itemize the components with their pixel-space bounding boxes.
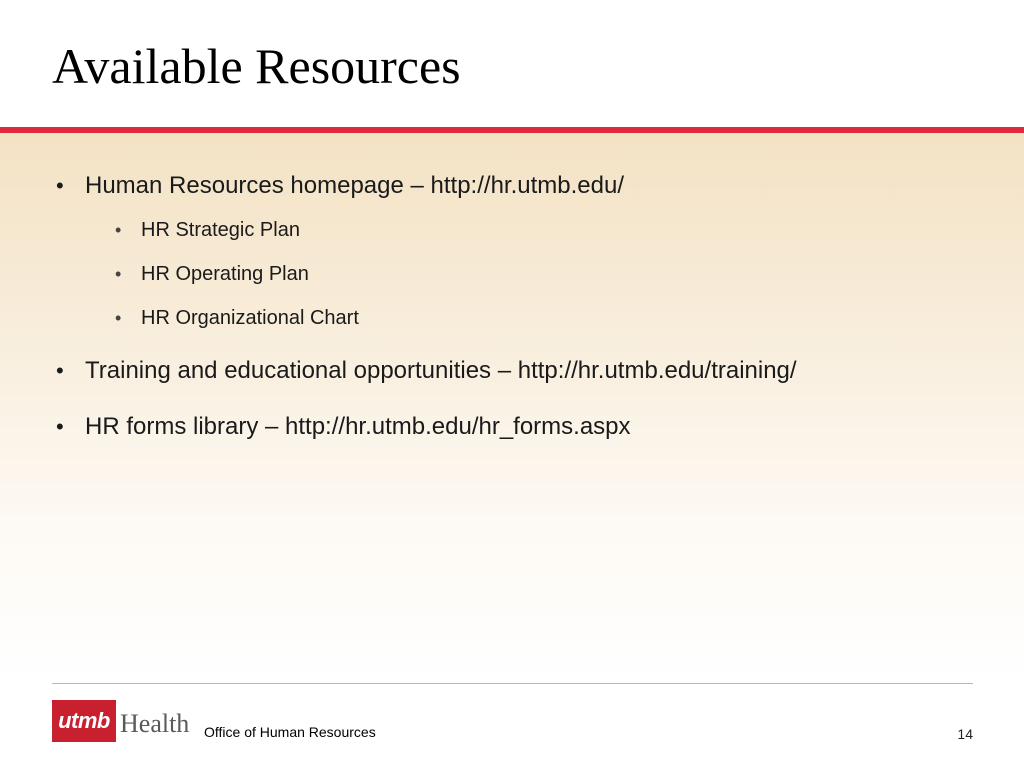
sub-bullet-operating-plan — [115, 261, 309, 287]
sub-bullet-text: HR Strategic Plan — [141, 219, 300, 241]
bullet-training — [56, 356, 797, 386]
sub-bullet-strategic-plan — [115, 217, 300, 243]
content-area — [0, 133, 1024, 683]
bullet-forms-library — [56, 412, 631, 442]
footer-office-label: Office of Human Resources — [204, 724, 376, 740]
utmb-health-logo — [52, 700, 189, 742]
bullet-icon: • — [56, 414, 64, 439]
bullet-icon: • — [115, 264, 122, 284]
sub-bullet-org-chart — [115, 305, 359, 331]
bullet-icon: • — [56, 173, 64, 198]
logo-wordmark: Health — [120, 709, 190, 738]
bullet-text: Training and educational opportunities – http://hr.utmb.edu/training/ — [85, 357, 797, 384]
bullet-text: Human Resources homepage – http://hr.utmb.edu/ — [85, 172, 624, 199]
page-number: 14 — [957, 726, 973, 742]
sub-bullet-text: HR Organizational Chart — [141, 307, 359, 329]
bullet-icon: • — [115, 308, 122, 328]
bullet-icon: • — [56, 358, 64, 383]
bullet-text: HR forms library – http://hr.utmb.edu/hr_forms.aspx — [85, 413, 631, 440]
sub-bullet-text: HR Operating Plan — [141, 263, 309, 285]
slide-title: Available Resources — [52, 38, 461, 94]
footer-divider — [52, 683, 973, 684]
bullet-hr-homepage — [56, 171, 624, 201]
logo-mark: utmb — [52, 700, 116, 742]
bullet-icon: • — [115, 220, 122, 240]
